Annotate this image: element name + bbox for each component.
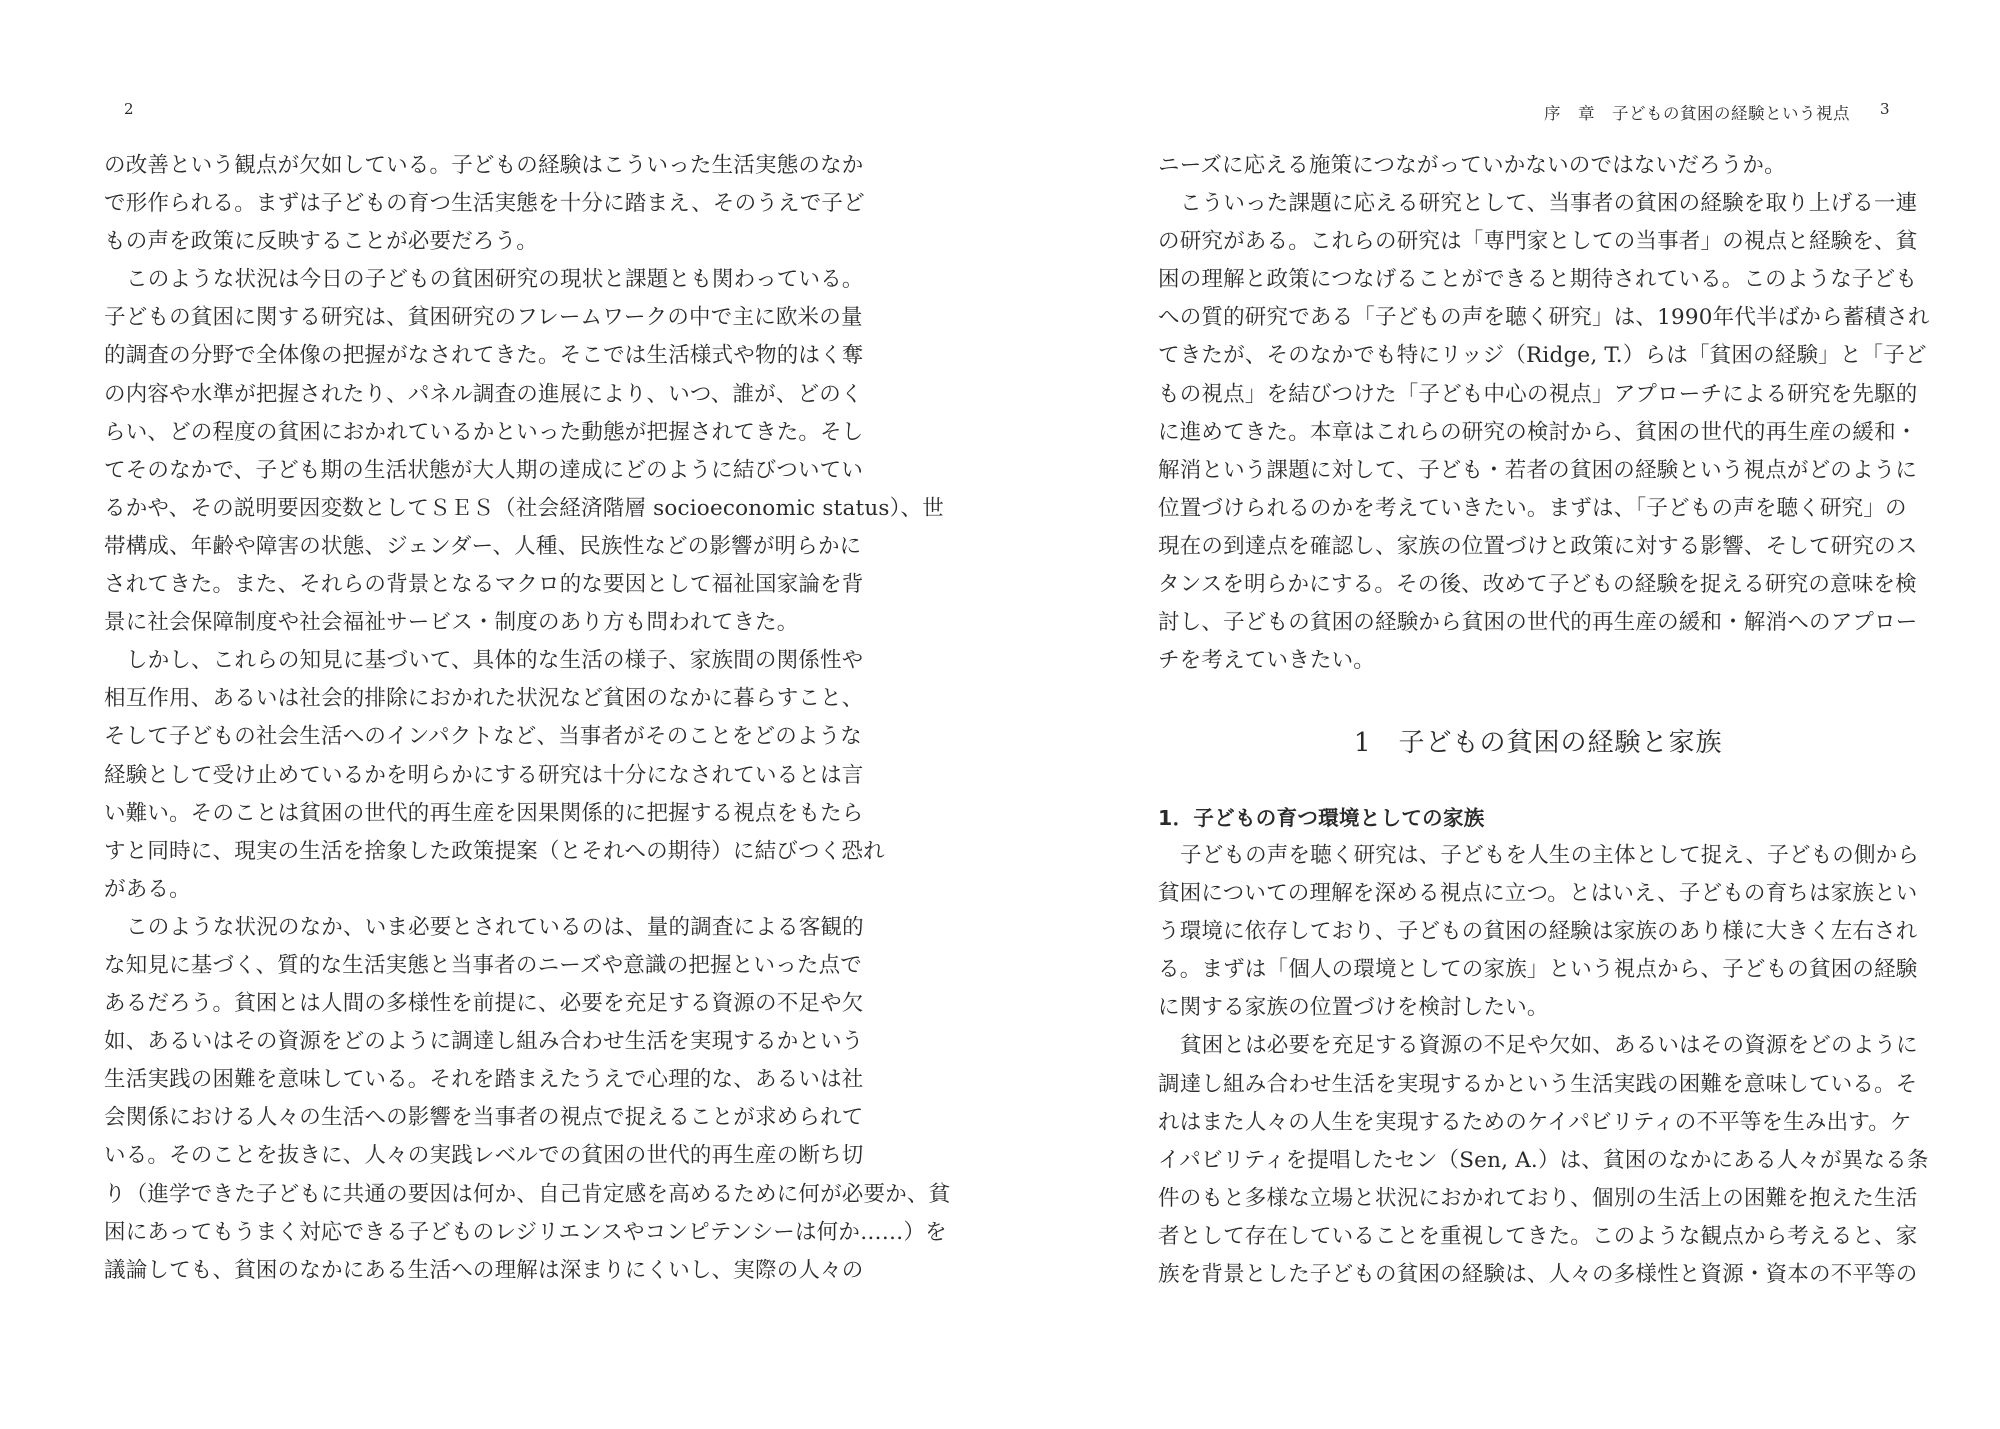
- text-line: るかや、その説明要因変数としてＳＥＳ（社会経済階層 socioeconomic status）、世: [104, 495, 944, 521]
- text-line: 討し、子どもの貧困の経験から貧困の世代的再生産の緩和・解消へのアプロー: [1158, 610, 1918, 636]
- text-line: イパビリティを提唱したセン（Sen, A.）は、貧困のなかにある人々が異なる条: [1158, 1147, 1929, 1173]
- text-line: てそのなかで、子ども期の生活状態が大人期の達成にどのように結びついてい: [104, 457, 864, 483]
- text-line: このような状況のなか、いま必要とされているのは、量的調査による客観的: [126, 914, 864, 940]
- text-line: すと同時に、現実の生活を捨象した政策提案（とそれへの期待）に結びつく恐れ: [104, 838, 885, 864]
- text-line: あるだろう。貧困とは人間の多様性を前提に、必要を充足する資源の不足や欠: [104, 991, 864, 1017]
- text-line: 困の理解と政策につなげることができると期待されている。このような子ども: [1158, 267, 1918, 293]
- text-line: 子どもの貧困に関する研究は、貧困研究のフレームワークの中で主に欧米の量: [104, 305, 863, 331]
- text-line: 調達し組み合わせ生活を実現するかという生活実践の困難を意味している。そ: [1158, 1071, 1918, 1097]
- text-line: そして子どもの社会生活へのインパクトなど、当事者がそのことをどのような: [104, 724, 862, 750]
- text-line: 議論しても、貧困のなかにある生活への理解は深まりにくいし、実際の人々の: [104, 1257, 864, 1283]
- text-line: の改善という観点が欠如している。子どもの経験はこういった生活実態のなか: [104, 153, 864, 178]
- text-line: タンスを明らかにする。その後、改めて子どもの経験を捉える研究の意味を検: [1158, 572, 1917, 598]
- text-line: 現在の到達点を確認し、家族の位置づけと政策に対する影響、そして研究のス: [1158, 533, 1918, 559]
- text-line: 困にあってもうまく対応できる子どものレジリエンスやコンピテンシーは何か……）を: [104, 1219, 947, 1245]
- text-line: で形作られる。まずは子どもの育つ生活実態を十分に踏まえ、そのうえで子ど: [104, 191, 865, 217]
- text-line: な知見に基づく、質的な生活実態と当事者のニーズや意識の把握といった点で: [104, 952, 862, 978]
- text-line: 如、あるいはその資源をどのように調達し組み合わせ生活を実現するかという: [104, 1029, 864, 1055]
- text-line: る。まずは「個人の環境としての家族」という視点から、子どもの貧困の経験: [1158, 957, 1918, 983]
- text-line: こういった課題に応える研究として、当事者の貧困の経験を取り上げる一連: [1180, 191, 1918, 217]
- text-line: り（進学できた子どもに共通の要因は何か、自己肯定感を高めるために何が必要か、貧: [104, 1181, 951, 1207]
- running-head: 序 章 子どもの貧困の経験という視点: [1544, 104, 1850, 123]
- text-line: がある。: [104, 876, 191, 902]
- section-heading: 1 子どもの貧困の経験と家族: [1354, 728, 1723, 758]
- text-line: されてきた。また、それらの背景となるマクロ的な要因として福祉国家論を背: [104, 572, 864, 598]
- text-line: う環境に依存しており、子どもの貧困の経験は家族のあり様に大きく左右され: [1158, 919, 1918, 945]
- body-text: [1158, 147, 1930, 680]
- text-line: れはまた人々の人生を実現するためのケイパビリティの不平等を生み出す。ケ: [1158, 1109, 1912, 1135]
- text-line: い難い。そのことは貧困の世代的再生産を因果関係的に把握する視点をもたら: [104, 800, 864, 826]
- text-line: 経験として受け止めているかを明らかにする研究は十分になされているとは言: [104, 762, 864, 788]
- text-line: 位置づけられるのかを考えていきたい。まずは、「子どもの声を聴く研究」の: [1158, 495, 1907, 521]
- text-line: 子どもの声を聴く研究は、子どもを人生の主体として捉え、子どもの側から: [1180, 843, 1920, 868]
- text-line: 景に社会保障制度や社会福祉サービス・制度のあり方も問われてきた。: [104, 610, 799, 636]
- text-line: てきたが、そのなかでも特にリッジ（Ridge, T.）らは「貧困の経験」と「子ど: [1158, 343, 1927, 369]
- text-line: 的調査の分野で全体像の把握がなされてきた。そこでは生活様式や物的はく奪: [104, 343, 864, 369]
- text-line: の内容や水準が把握されたり、パネル調査の進展により、いつ、誰が、どのく: [104, 381, 863, 407]
- text-line: しかし、これらの知見に基づいて、具体的な生活の様子、家族間の関係性や: [126, 648, 864, 674]
- text-line: らい、どの程度の貧困におかれているかといった動態が把握されてきた。そし: [104, 419, 864, 445]
- body-text: [1158, 837, 1929, 1294]
- page-number: 2: [124, 100, 134, 118]
- text-line: 解消という課題に対して、子ども・若者の貧困の経験という視点がどのように: [1158, 457, 1918, 483]
- text-line: 相互作用、あるいは社会的排除におかれた状況など貧困のなかに暮らすこと、: [104, 686, 864, 712]
- text-line: ニーズに応える施策につながっていかないのではないだろうか。: [1158, 153, 1786, 178]
- text-line: チを考えていきたい。: [1158, 648, 1376, 674]
- text-line: への質的研究である「子どもの声を聴く研究」は、1990年代半ばから蓄積され: [1158, 305, 1930, 331]
- text-line: もの声を政策に反映することが必要だろう。: [104, 229, 539, 255]
- right-page: [1000, 0, 2000, 1429]
- text-line: いる。そのことを抜きに、人々の実践レベルでの貧困の世代的再生産の断ち切: [104, 1143, 864, 1169]
- text-line: に関する家族の位置づけを検討したい。: [1158, 995, 1549, 1021]
- body-text: [104, 147, 951, 1290]
- text-line: 生活実践の困難を意味している。それを踏まえたうえで心理的な、あるいは社: [104, 1067, 864, 1093]
- text-line: に進めてきた。本章はこれらの研究の検討から、貧困の世代的再生産の緩和・: [1158, 419, 1918, 445]
- text-line: 貧困についての理解を深める視点に立つ。とはいえ、子どもの育ちは家族とい: [1158, 881, 1918, 907]
- text-line: このような状況は今日の子どもの貧困研究の現状と課題とも関わっている。: [126, 267, 864, 293]
- subsection-heading: 1．子どもの育つ環境としての家族: [1158, 806, 1485, 830]
- text-line: 貧困とは必要を充足する資源の不足や欠如、あるいはその資源をどのように: [1180, 1033, 1918, 1059]
- page-number: 3: [1880, 100, 1890, 118]
- text-line: 会関係における人々の生活への影響を当事者の視点で捉えることが求められて: [104, 1105, 864, 1131]
- text-line: 件のもと多様な立場と状況におかれており、個別の生活上の困難を抱えた生活: [1158, 1185, 1918, 1211]
- text-line: 者として存在していることを重視してきた。このような観点から考えると、家: [1158, 1223, 1918, 1249]
- text-line: 族を背景とした子どもの貧困の経験は、人々の多様性と資源・資本の不平等の: [1158, 1262, 1918, 1288]
- text-line: 帯構成、年齢や障害の状態、ジェンダー、人種、民族性などの影響が明らかに: [104, 533, 862, 559]
- text-line: もの視点」を結びつけた「子ども中心の視点」アプローチによる研究を先駆的: [1158, 381, 1918, 407]
- text-line: の研究がある。これらの研究は「専門家としての当事者」の視点と経験を、貧: [1158, 229, 1918, 255]
